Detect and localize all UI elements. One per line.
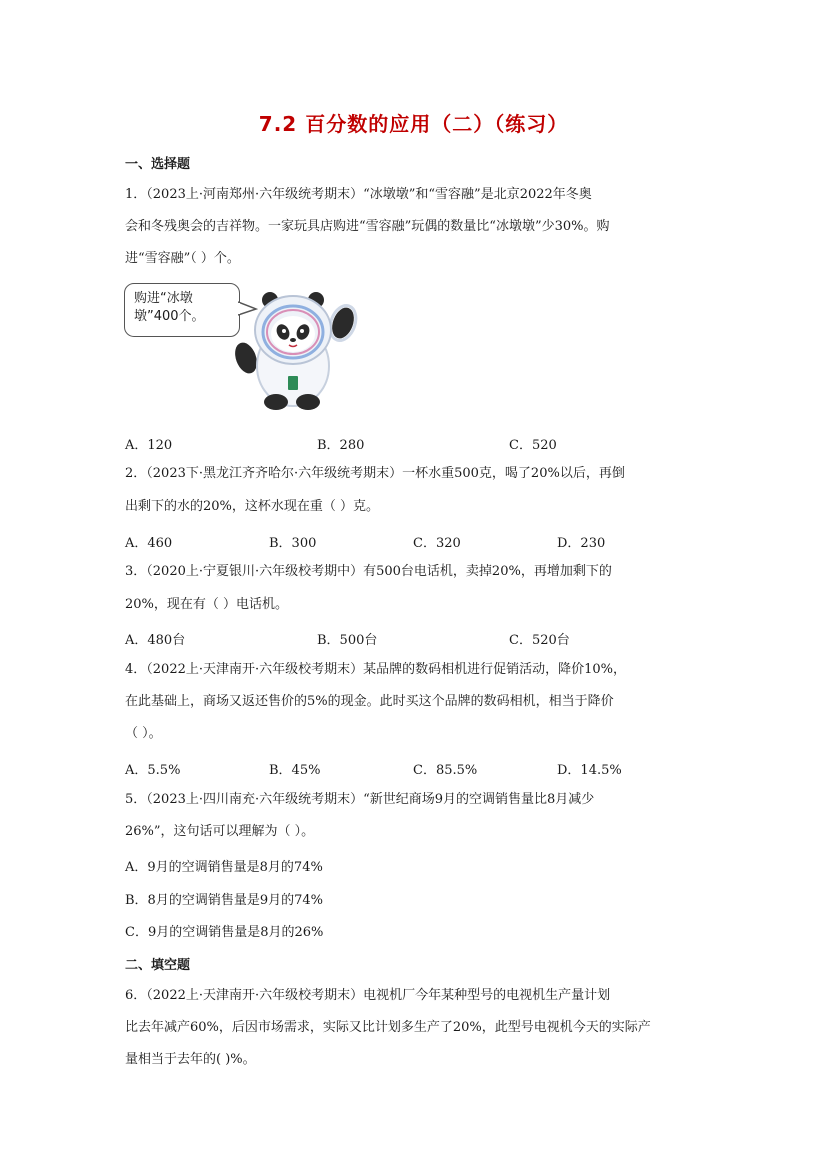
question-line: 20%，现在有（ ）电话机。 [125, 597, 289, 612]
option-a: A．120 [125, 438, 173, 453]
option-d: D．230 [557, 536, 606, 551]
option-b: B．8月的空调销售量是9月的74% [125, 893, 323, 908]
option-c: C．320 [413, 536, 461, 551]
option-c: C．520台 [509, 633, 570, 648]
speech-bubble-line: 购进“冰墩 [134, 291, 193, 306]
section-heading-fill: 二、填空题 [125, 958, 191, 973]
question-line: 26%”，这句话可以理解为（ ）。 [125, 824, 315, 839]
option-a: A．480台 [125, 633, 186, 648]
option-c: C．520 [509, 438, 557, 453]
page-title: 7.2 百分数的应用（二）（练习） [258, 112, 569, 136]
question-line: 量相当于去年的( )%。 [125, 1052, 256, 1067]
question-line: 进“雪容融”（ ）个。 [125, 251, 240, 266]
option-b: B．500台 [317, 633, 378, 648]
option-c: C．9月的空调销售量是8月的26% [125, 925, 324, 940]
speech-bubble [124, 283, 240, 337]
question-line: 4．（2022上·天津南开·六年级校考期末）某品牌的数码相机进行促销活动，降价10%， [125, 662, 627, 677]
question-line: （ ）。 [125, 726, 162, 741]
option-b: B．45% [269, 763, 321, 778]
option-a: A．9月的空调销售量是8月的74% [125, 860, 323, 875]
option-b: B．300 [269, 536, 317, 551]
question-line: 1．（2023上·河南郑州·六年级统考期末）“冰墩墩”和“雪容融”是北京2022年冬奥 [125, 187, 592, 202]
option-a: A．5.5% [125, 763, 181, 778]
option-c: C．85.5% [413, 763, 478, 778]
question-line: 比去年减产60%，后因市场需求，实际又比计划多生产了20%，此型号电视机今天的实际产 [125, 1020, 651, 1035]
option-a: A．460 [125, 536, 173, 551]
question-line: 2．（2023下·黑龙江齐齐哈尔·六年级统考期末）一杯水重500克，喝了20%以后，再倒 [125, 466, 625, 481]
option-d: D．14.5% [557, 763, 622, 778]
question-line: 会和冬残奥会的吉祥物。一家玩具店购进“雪容融”玩偶的数量比“冰墩墩”少30%。购 [125, 219, 610, 234]
option-b: B．280 [317, 438, 365, 453]
bing-dwen-dwen-mascot-icon [228, 288, 358, 412]
question-line: 5．（2023上·四川南充·六年级统考期末）“新世纪商场9月的空调销售量比8月减少 [125, 792, 595, 807]
question-line: 出剩下的水的20%，这杯水现在重（ ）克。 [125, 499, 380, 514]
question-line: 3．（2020上·宁夏银川·六年级校考期中）有500台电话机，卖掉20%，再增加剩下的 [125, 564, 612, 579]
question-line: 6．（2022上·天津南开·六年级校考期末）电视机厂今年某种型号的电视机生产量计划 [125, 988, 611, 1003]
question-line: 在此基础上，商场又返还售价的5%的现金。此时买这个品牌的数码相机，相当于降价 [125, 694, 614, 709]
speech-bubble-line: 墩”400个。 [134, 309, 205, 324]
section-heading-choice: 一、选择题 [125, 157, 191, 172]
